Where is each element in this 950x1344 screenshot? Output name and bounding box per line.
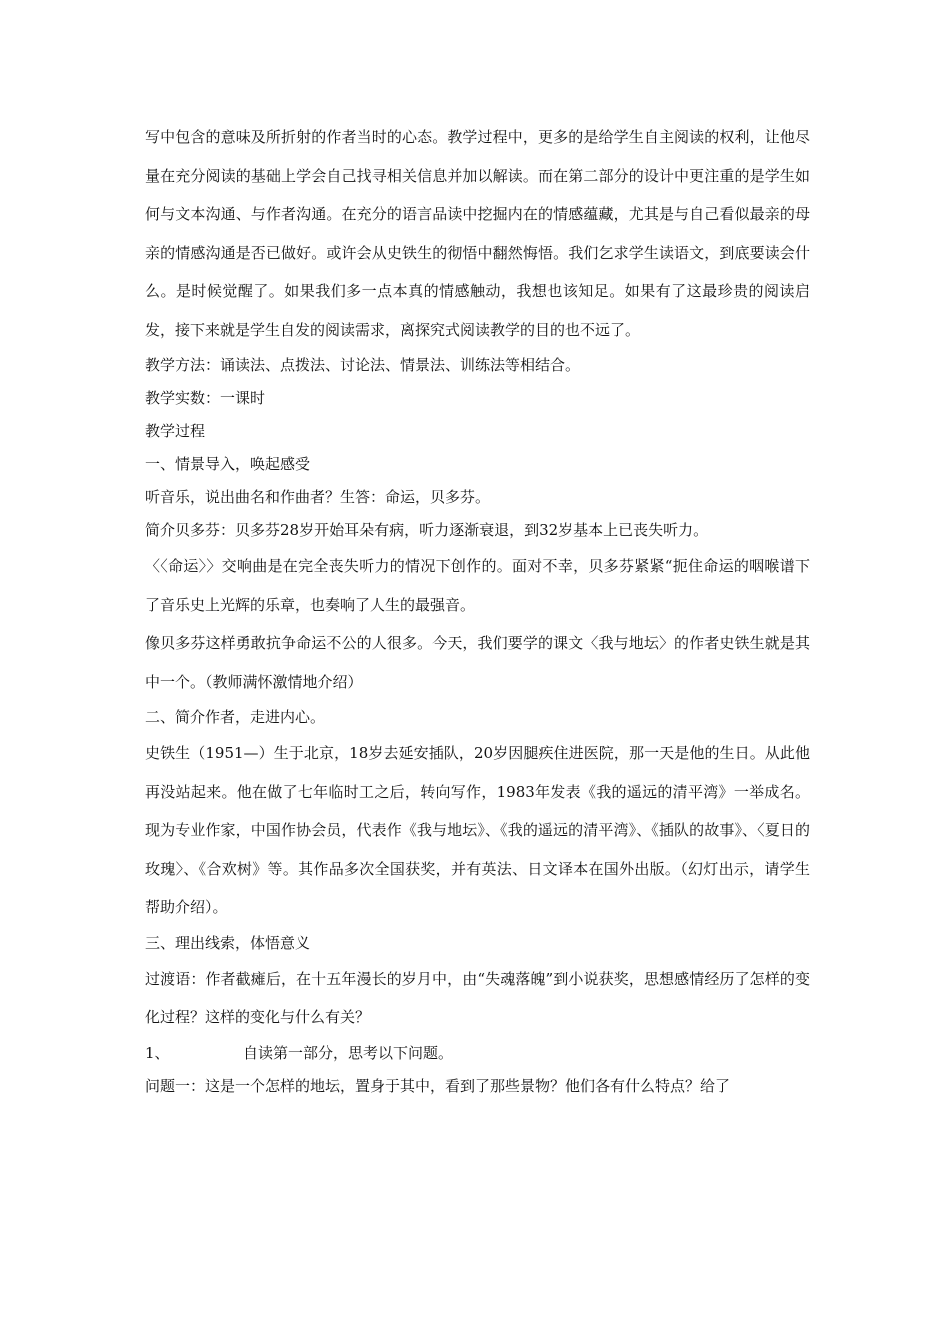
paragraph-teaching-methods: 教学方法：诵读法、点拨法、讨论法、情景法、训练法等相结合。 [145,356,581,374]
paragraph-teaching-hours: 教学实数：一课时 [145,389,266,407]
heading-section-2: 二、简介作者，走进内心。 [145,708,326,726]
list-item-text: 自读第一部分，思考以下问题。 [243,1043,454,1062]
paragraph-teaching-reflection: 写中包含的意味及所折射的作者当时的心态。教学过程中，更多的是给学生自主阅读的权利，让他尽量在充分阅读的基础上学会自己找寻相关信息并加以解读。而在第二部分的设计中更注重的是学生如何与文本沟通、与作者沟通。在充分的语言品读中挖掘内在的情感蕴藏，尤其是与自己看似最亲的母亲的情感沟通是否已做好。或许会从史铁生的彻悟中翻然悔悟。我们乞求学生读语文，到底要读会什么。是时候觉醒了。如果我们多一点本真的情感触动，我想也该知足。如果有了这最珍贵的阅读启发，接下来就是学生自发的阅读需求，离探究式阅读教学的目的也不远了。 [145,128,810,339]
paragraph-question-1: 问题一：这是一个怎样的地坛，置身于其中，看到了那些景物？他们各有什么特点？给了 [145,1076,731,1095]
heading-section-3: 三、理出线索，体悟意义 [145,933,311,952]
heading-teaching-process: 教学过程 [145,422,206,440]
paragraph-beethoven-others: 像贝多芬这样勇敢抗争命运不公的人很多。今天，我们要学的课文〈我与地坛〉的作者史铁生就是其中一个。（教师满怀激情地介绍） [145,634,810,691]
paragraph-author-bio: 史铁生（1951—）生于北京，18岁去延安插队，20岁因腿疾住进医院，那一天是他的生日。从此他再没站起来。他在做了七年临时工之后，转向写作，1983年发表《我的遥远的清平湾》一举成名。现为专业作家，中国作协会员，代表作《我与地坛》、《我的遥远的清平湾》、《插队的故事》、〈夏日的玫瑰〉、《合欢树》等。其作品多次全国获奖，并有英法、日文译本在国外出版。（幻灯出示，请学生帮助介绍）。 [145,744,810,916]
paragraph-beethoven-fate: 〈〈命运〉〉交响曲是在完全丧失听力的情况下创作的。面对不幸，贝多芬紧紧“扼住命运的咽喉谱下了音乐史上光辉的乐章，也奏响了人生的最强音。 [145,557,810,614]
heading-section-1: 一、情景导入，唤起感受 [145,455,311,473]
document-page [145,118,810,1103]
list-item-number: 1、 [145,1043,170,1062]
paragraph-music: 听音乐，说出曲名和作曲者？生答：命运，贝多芬。 [145,488,491,506]
paragraph-beethoven-intro: 简介贝多芬：贝多芬28岁开始耳朵有病，听力逐渐衰退，到32岁基本上已丧失听力。 [145,521,709,539]
paragraph-transition: 过渡语：作者截瘫后，在十五年漫长的岁月中，由“失魂落魄”到小说获奖，思想感情经历了怎样的变化过程？这样的变化与什么有关？ [145,969,810,1026]
list-item-1 [145,1037,810,1070]
